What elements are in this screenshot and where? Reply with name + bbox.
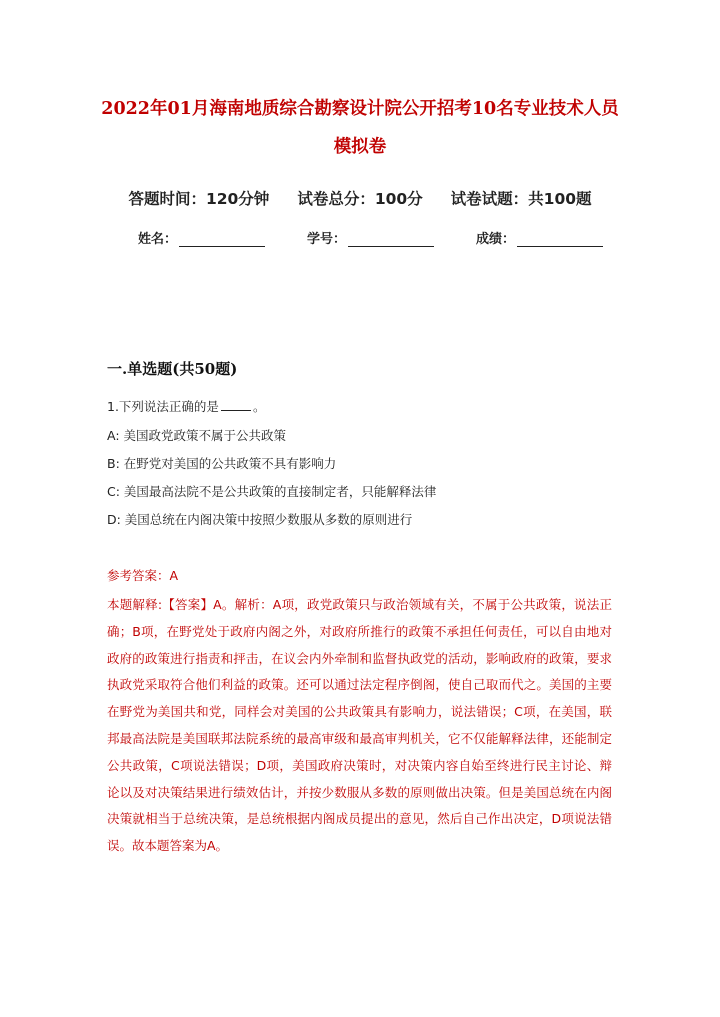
option-a: A: 美国政党政策不属于公共政策 xyxy=(107,428,287,443)
answer-explanation: 本题解释:【答案】A。解析：A项，政党政策只与政治领域有关，不属于公共政策，说法正确；B项，在野党处于政府内阁之外，对政府所推行的政策不承担任何责任，可以自由地对政府的政策进行指责和抨击，在议会内外牵制和监督执政党的活动，影响政府的政策，要求执政党采取符合他们利益的政策。还可以通过法定程序倒阁，使自己取而代之。美国的主要在野党为美国共和党，同样会对美国的公共政策具有影响力，说法错误；C项，在美国，联邦最高法院是美国联邦法院系统的最高审级和最高审判机关，它不仅能解释法律，还能制定公共政策，C项说法错误；D项，美国政府决策时，对决策内容自始至终进行民主讨论、辩论以及对决策结果进行绩效估计，并按少数服从多数的原则做出决策。但是美国总统在内阁决策就相当于总统决策，是总统根据内阁成员提出的意见，然后自己作出决定，D项说法错误。故本题答案为A。 xyxy=(107,597,612,854)
name-label: 姓名： xyxy=(138,232,178,247)
exam-question-count: 试卷试题：共100题 xyxy=(450,190,592,208)
grade-field xyxy=(476,228,603,247)
name-blank[interactable] xyxy=(179,232,265,247)
exam-meta xyxy=(0,187,720,209)
question-stem-text: 1.下列说法正确的是 xyxy=(107,399,219,414)
grade-label: 成绩： xyxy=(476,232,516,247)
student-info xyxy=(138,228,645,247)
exam-total-score: 试卷总分：100分 xyxy=(297,190,423,208)
question-stem xyxy=(107,397,265,415)
id-blank[interactable] xyxy=(348,232,434,247)
question-blank xyxy=(221,399,251,411)
name-field xyxy=(138,228,265,247)
page-title-line1: 2022年01月海南地质综合勘察设计院公开招考10名专业技术人员 xyxy=(101,99,619,119)
option-b: B: 在野党对美国的公共政策不具有影响力 xyxy=(107,456,337,471)
id-field xyxy=(307,228,434,247)
option-c: C: 美国最高法院不是公共政策的直接制定者，只能解释法律 xyxy=(107,484,437,499)
reference-answer: 参考答案：A xyxy=(107,568,179,583)
page-title-line2: 模拟卷 xyxy=(333,137,387,157)
section-heading: 一.单选题(共50题) xyxy=(107,360,238,378)
id-label: 学号： xyxy=(307,232,347,247)
grade-blank[interactable] xyxy=(517,232,603,247)
exam-time: 答题时间：120分钟 xyxy=(128,190,270,208)
option-d: D: 美国总统在内阁决策中按照少数服从多数的原则进行 xyxy=(107,512,413,527)
question-stem-end: 。 xyxy=(252,399,266,414)
